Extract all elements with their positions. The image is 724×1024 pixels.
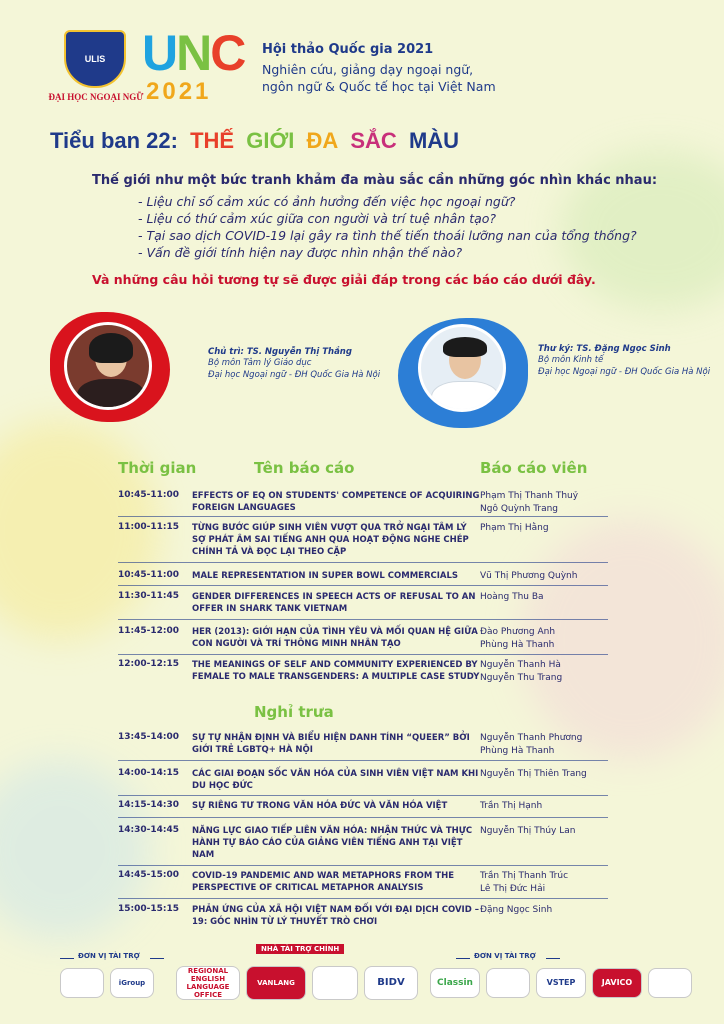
question-list [138, 193, 708, 261]
row-speakers [480, 522, 680, 535]
row-speaker: Nguyễn Thị Thiên Trang [480, 769, 587, 779]
row-time: 14:30-14:45 [118, 825, 180, 835]
row-speaker: Nguyễn Thu Trang [480, 673, 563, 683]
row-divider [118, 585, 608, 586]
row-title: COVID-19 PANDEMIC AND WAR METAPHORS FROM THE PERSPECTIVE OF CRITICAL METAPHOR ANALYSIS [192, 871, 455, 893]
sponsor-logo-bidv: BIDV [364, 966, 418, 1000]
secretary-department: Bộ môn Kinh tế [538, 355, 604, 365]
sponsor-right-label: ĐƠN VỊ TÀI TRỢ [474, 952, 536, 960]
section-word-1: THẾ [190, 128, 235, 153]
row-speaker: Phùng Hà Thanh [480, 746, 555, 756]
row-speaker: Đào Phương Anh [480, 627, 556, 637]
row-divider [118, 817, 608, 818]
sponsor-divider [60, 958, 74, 959]
row-speaker: Nguyễn Thị Thúy Lan [480, 826, 576, 836]
row-speakers [480, 904, 680, 917]
unc-letter-u: U [142, 25, 177, 81]
row-divider [118, 898, 608, 899]
row-speakers [480, 570, 680, 583]
row-title: EFFECTS OF EQ ON STUDENTS' COMPETENCE OF ACQUIRING FOREIGN LANGUAGES [192, 491, 480, 513]
sponsor-logo-vanlang: VANLANG [246, 966, 306, 1000]
section-label: Tiểu ban 22: [50, 128, 178, 153]
row-speaker: Nguyễn Thanh Phương [480, 733, 583, 743]
row-speaker: Ngô Quỳnh Trang [480, 504, 559, 514]
chair-university: Đại học Ngoại ngữ - ĐH Quốc Gia Hà Nội [208, 370, 381, 380]
row-title: MALE REPRESENTATION IN SUPER BOWL COMMERCIALS [192, 571, 459, 581]
sponsor-logo-emblem [312, 966, 358, 1000]
row-speakers [480, 732, 680, 758]
chair-info [208, 347, 380, 381]
row-speaker: Vũ Thị Phương Quỳnh [480, 571, 578, 581]
row-title: NĂNG LỰC GIAO TIẾP LIÊN VĂN HÓA: NHẬN THỨC VÀ THỰC HÀNH TỰ BÁO CÁO CỦA GIẢNG VIÊN TIẾNG ANH TẠI VIỆT NAM [192, 826, 473, 860]
secretary-info [538, 344, 710, 378]
row-time: 10:45-11:00 [118, 570, 180, 580]
row-speaker: Trần Thị Hạnh [480, 801, 543, 811]
closing-text: Và những câu hỏi tương tự sẽ được giải đáp trong các báo cáo dưới đây. [92, 272, 596, 287]
sponsor-divider [546, 958, 560, 959]
row-title: HER (2013): GIỚI HẠN CỦA TÌNH YÊU VÀ MỐI QUAN HỆ GIỮA CON NGƯỜI VÀ TRÍ THÔNG MINH NHÂN TẠO [192, 627, 478, 649]
conference-subtitle-line-1: Nghiên cứu, giảng dạy ngoại ngữ, [262, 62, 474, 77]
conference-subtitle-line-2: ngôn ngữ & Quốc tế học tại Việt Nam [262, 79, 496, 94]
conference-title: Hội thảo Quốc gia 2021 [262, 42, 434, 57]
sponsor-logo-javico: JAVICO [592, 968, 642, 998]
question-item: - Liệu có thứ cảm xúc giữa con người và trí tuệ nhân tạo? [138, 211, 497, 226]
lunch-break-label: Nghỉ trưa [254, 703, 334, 721]
secretary-photo [418, 324, 506, 412]
sponsor-left-label: ĐƠN VỊ TÀI TRỢ [78, 952, 140, 960]
logo-text: ULIS [84, 54, 106, 64]
row-time: 12:00-12:15 [118, 659, 180, 669]
secretary-university: Đại học Ngoại ngữ - ĐH Quốc Gia Hà Nội [538, 367, 711, 377]
section-word-5: MÀU [408, 128, 460, 153]
row-time: 11:45-12:00 [118, 626, 180, 636]
sponsor-logo-relo: REGIONAL ENGLISH LANGUAGE OFFICE [176, 966, 240, 1000]
chair-role: Chủ trì: TS. Nguyễn Thị Thắng [208, 347, 352, 357]
row-title: SỰ RIÊNG TƯ TRONG VĂN HÓA ĐỨC VÀ VĂN HÓA VIỆT [192, 801, 448, 811]
sponsor-logo-igroup: iGroup [110, 968, 154, 998]
sponsor-logo-classin: Classin [430, 968, 480, 998]
row-title: PHẢN ỨNG CỦA XÃ HỘI VIỆT NAM ĐỐI VỚI ĐẠI DỊCH COVID – 19: GÓC NHÌN TỪ LÝ THUYẾT TRÒ CHƠI [192, 905, 479, 927]
sponsor-divider [456, 958, 470, 959]
row-divider [118, 865, 608, 866]
row-time: 10:45-11:00 [118, 490, 180, 500]
section-title [50, 128, 459, 154]
row-title: GENDER DIFFERENCES IN SPEECH ACTS OF REFUSAL TO AN OFFER IN SHARK TANK VIETNAM [192, 592, 476, 614]
row-speakers [480, 626, 680, 652]
row-title: SỰ TỰ NHẬN ĐỊNH VÀ BIỂU HIỆN DANH TÍNH “QUEER” BỞI GIỚI TRẺ LGBTQ+ HÀ NỘI [192, 733, 470, 755]
row-time: 13:45-14:00 [118, 732, 180, 742]
row-speaker: Lê Thị Đức Hải [480, 884, 546, 894]
row-speakers [480, 591, 680, 604]
logo-caption: ĐẠI HỌC NGOẠI NGỮ [48, 92, 144, 102]
row-divider [118, 619, 608, 620]
sponsor-logo [60, 968, 104, 998]
row-speaker: Nguyễn Thanh Hà [480, 660, 561, 670]
row-speakers [480, 800, 680, 813]
chair-photo [64, 322, 152, 410]
sponsor-main-label: NHÀ TÀI TRỢ CHÍNH [256, 944, 344, 954]
section-word-4: SẮC [350, 128, 397, 153]
unc-letter-c: C [210, 25, 245, 81]
row-divider [118, 760, 608, 761]
row-speaker: Hoàng Thu Ba [480, 592, 544, 602]
row-divider [118, 516, 608, 517]
intro-text: Thế giới như một bức tranh khảm đa màu sắc cần những góc nhìn khác nhau: [92, 173, 658, 188]
row-speakers [480, 870, 680, 896]
row-title: TỪNG BƯỚC GIÚP SINH VIÊN VƯỢT QUA TRỞ NGẠI TÂM LÝ SỢ PHÁT ÂM SAI TIẾNG ANH QUA HOẠT ĐỘNG NGHE CHÉP CHÍNH TẢ VÀ ĐỌC LẠI THEO CẶP [192, 523, 469, 557]
row-speaker: Phạm Thị Hằng [480, 523, 549, 533]
row-time: 15:00-15:15 [118, 904, 180, 914]
unc-letter-n: N [176, 25, 211, 81]
row-speaker: Phạm Thị Thanh Thuỷ [480, 491, 579, 501]
row-divider [118, 795, 608, 796]
row-time: 11:30-11:45 [118, 591, 180, 601]
row-time: 14:15-14:30 [118, 800, 180, 810]
schedule-header-speaker: Báo cáo viên [480, 459, 588, 477]
sponsor-divider [150, 958, 164, 959]
row-speakers [480, 490, 680, 516]
row-time: 11:00-11:15 [118, 522, 180, 532]
sponsor-logo-vstep: VSTEP [536, 968, 586, 998]
row-speakers [480, 768, 680, 781]
row-speaker: Phùng Hà Thanh [480, 640, 555, 650]
conference-subtitle [262, 61, 562, 95]
row-speaker: Đặng Ngọc Sinh [480, 905, 553, 915]
question-item: - Vấn đề giới tính hiện nay được nhìn nhận thế nào? [138, 245, 463, 260]
unc-logo [142, 25, 245, 81]
sponsor-logo [648, 968, 692, 998]
section-word-3: ĐA [306, 128, 339, 153]
row-speaker: Trần Thị Thanh Trúc [480, 871, 569, 881]
question-item: - Liệu chỉ số cảm xúc có ảnh hưởng đến việc học ngoại ngữ? [138, 194, 516, 209]
row-speakers [480, 825, 680, 838]
sponsor-logo [486, 968, 530, 998]
secretary-role: Thư ký: TS. Đặng Ngọc Sinh [538, 344, 671, 354]
row-divider [118, 562, 608, 563]
question-item: - Tại sao dịch COVID-19 lại gây ra tình thế tiến thoái lưỡng nan của tổng thống? [138, 228, 637, 243]
section-word-2: GIỚI [246, 128, 295, 153]
row-speakers [480, 659, 680, 685]
schedule-header-time: Thời gian [118, 459, 197, 477]
schedule-header-title: Tên báo cáo [254, 459, 355, 477]
row-time: 14:45-15:00 [118, 870, 180, 880]
row-title: CÁC GIAI ĐOẠN SỐC VĂN HÓA CỦA SINH VIÊN VIỆT NAM KHI DU HỌC ĐỨC [192, 769, 479, 791]
row-title: THE MEANINGS OF SELF AND COMMUNITY EXPERIENCED BY FEMALE TO MALE TRANSGENDERS: A MULTIPLE CASE STUDY [192, 660, 480, 682]
row-time: 14:00-14:15 [118, 768, 180, 778]
unc-year: 2021 [146, 78, 212, 105]
row-divider [118, 654, 608, 655]
ulis-logo [64, 30, 126, 88]
chair-department: Bộ môn Tâm lý Giáo dục [208, 358, 312, 368]
